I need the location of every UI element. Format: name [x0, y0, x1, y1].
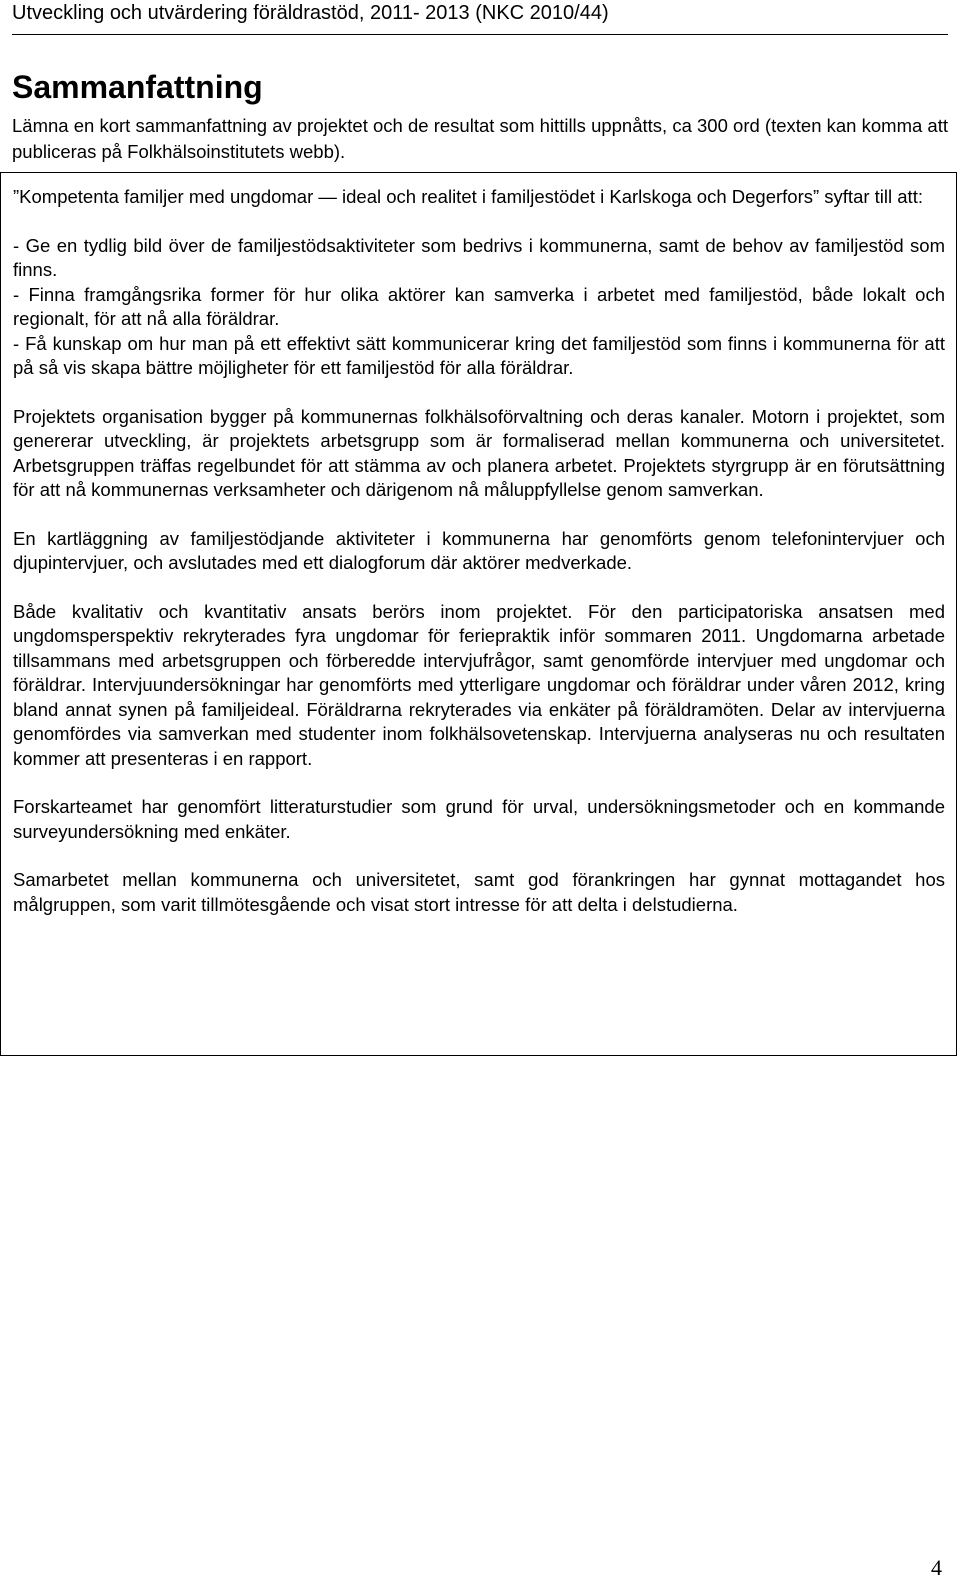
page-number: 4: [931, 1555, 942, 1580]
summary-intro: ”Kompetenta familjer med ungdomar — ideal och realitet i familjestödet i Karlskoga och Degerfors” syftar till att:: [13, 186, 923, 207]
section-title: Sammanfattning: [12, 69, 263, 105]
summary-paragraph: Både kvalitativ och kvantitativ ansats berörs inom projektet. För den participatoriska ansatsen med ungdomsperspektiv rekryterades fyra ungdomar för feriepraktik inför sommaren 2011. Ungdomarna arbetade tillsammans med arbetsgruppen och förberedde intervjufrågor, samt genomförde intervjuer med ungdomar och föräldrar. Intervjuundersökningar har genomförts med ytterligare ungdomar och föräldrar under våren 2012, kring bland annat synen på familjeideal. Föräldrarna rekryterades via enkäter på föräldramöten. Delar av intervjuerna genomfördes via samverkan med studenter inom folkhälsovetenskap. Intervjuerna analyseras nu och resultaten kommer att presenteras i en rapport.: [13, 600, 945, 769]
summary-paragraph: Forskarteamet har genomfört litteraturstudier som grund för urval, undersökningsmetoder och en kommande surveyundersökning med enkäter.: [13, 796, 945, 842]
running-header: Utveckling och utvärdering föräldrastöd, 2011- 2013 (NKC 2010/44): [12, 2, 609, 24]
goal-item: - Finna framgångsrika former för hur olika aktörer kan samverka i arbetet med familjestöd, både lokalt och regionalt, för att nå alla föräldrar.: [13, 283, 945, 329]
header-divider: [12, 34, 948, 35]
goal-item: - Ge en tydlig bild över de familjestödsaktiviteter som bedrivs i kommunerna, samt de behov av familjestöd som finns.: [13, 234, 945, 280]
section-instruction: Lämna en kort sammanfattning av projektet och de resultat som hittills uppnåtts, ca 300 ord (texten kan komma att publiceras på Folkhälsoinstitutets webb).: [12, 115, 948, 162]
summary-paragraph: Samarbetet mellan kommunerna och universitetet, samt god förankringen har gynnat mottagandet hos målgruppen, som varit tillmötesgående och visat stort intresse för att delta i delstudierna.: [13, 869, 945, 915]
summary-box: [0, 172, 957, 1056]
summary-paragraph: Projektets organisation bygger på kommunernas folkhälsoförvaltning och deras kanaler. Motorn i projektet, som genererar utveckling, är projektets arbetsgrupp som är formaliserad mellan kommunerna och universitetet. Arbetsgruppen träffas regelbundet för att stämma av och planera arbetet. Projektets styrgrupp är en förutsättning för att nå kommunernas verksamheter och därigenom nå måluppfyllelse genom samverkan.: [13, 405, 945, 500]
goal-item: - Få kunskap om hur man på ett effektivt sätt kommunicerar kring det familjestöd som finns i kommunerna för att på så vis skapa bättre möjligheter för ett familjestöd för alla föräldrar.: [13, 332, 945, 378]
summary-paragraph: En kartläggning av familjestödjande aktiviteter i kommunerna har genomförts genom telefonintervjuer och djupintervjuer, och avslutades med ett dialogforum där aktörer medverkade.: [13, 527, 945, 573]
summary-content: [13, 185, 945, 917]
